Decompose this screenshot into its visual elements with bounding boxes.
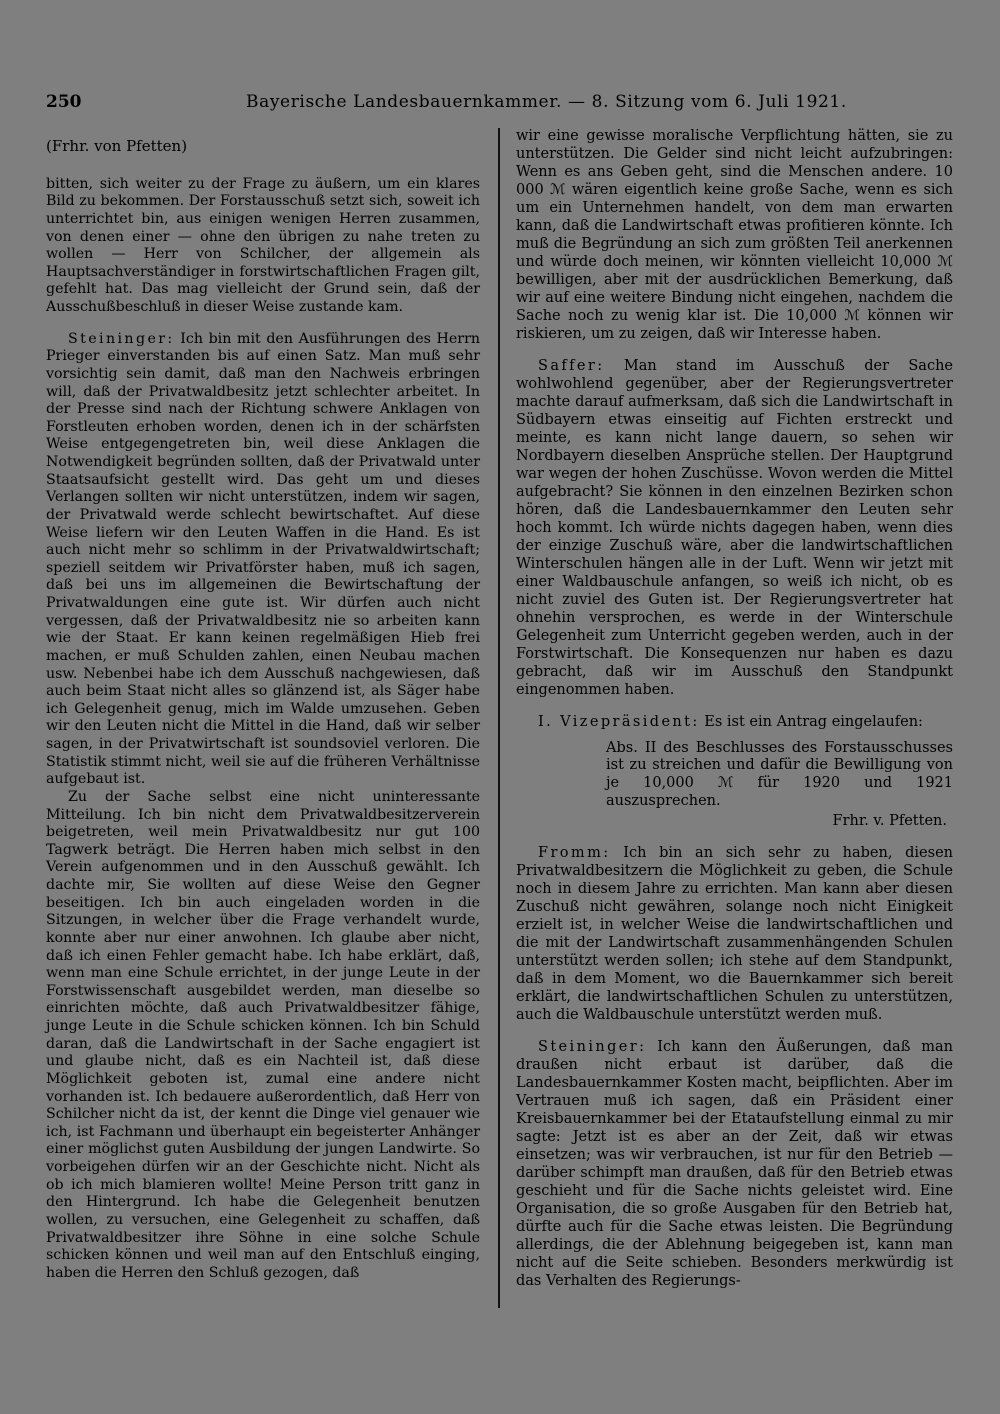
speaker-name: I. Vizepräsident: <box>538 713 700 730</box>
page-header <box>46 92 956 118</box>
paragraph: Zu der Sache selbst eine nicht uninteressante Mitteilung. Ich bin nicht dem Privatwaldbesitzerverein beigetreten, weil mein Privatwaldbesitz nur gut 100 Tagwerk beträgt. Die Herren haben mich selbst in den Verein aufgenommen und in den Ausschuß gewählt. Ich dachte mir, Sie wollten auf diese Weise den Gegner beseitigen. Ich bin auch eingeladen worden in die Sitzungen, in welcher über die Frage verhandelt wurde, konnte aber nur einer anwohnen. Ich glaube aber nicht, daß ich einen Fehler gemacht habe. Ich habe erklärt, daß, wenn man eine Schule errichtet, in der junge Leute in der Forstwissenschaft ausgebildet werden, man dieselbe so einrichten möchte, daß auch Privatwaldbesitzer fähige, junge Leute in die Schule schicken können. Ich bin Schuld daran, daß die Landwirtschaft in der Sache engagiert ist und glaube nicht, daß es ein Nachteil ist, daß diese Möglichkeit geboten ist, zumal eine andere nicht vorhanden ist. Ich bedauere außerordentlich, daß Herr von Schilcher nicht da ist, der kennt die Dinge viel genauer wie ich, ist Fachmann und überhaupt ein begeisterter Anhänger einer möglichst guten Ausbildung der jungen Landwirte. So vorbeigehen dürfen wir an der Geschichte nicht. Nicht als ob ich mich blamieren wollte! Meine Person tritt ganz in den Hintergrund. Ich habe die Gelegenheit benutzen wollen, zu versuchen, eine Gelegenheit zu schaffen, daß Privatwaldbesitzer ihre Söhne in eine solche Schule schicken können und weil man auf den Entschluß einging, haben die Herren den Schluß gezogen, daß <box>46 788 480 1281</box>
speech-text: Man stand im Ausschuß der Sache wohlwohlend gegenüber, aber der Regierungsvertreter machte darauf aufmerksam, daß sich die Landwirtschaft in Südbayern etwas einseitig auf Fichten erstreckt und meinte, es kann nicht lange dauern, so sehen wir Nordbayern dieselben Ansprüche stellen. Der Hauptgrund war wegen der hohen Zuschüsse. Wovon werden die Mittel aufgebracht? Sie können in den einzelnen Bezirken schon hören, daß die Landesbauernkammer den Leuten sehr hoch kommt. Ich würde nichts dagegen haben, wenn dies der einzige Zuschuß wäre, aber die landwirtschaftlichen Winterschulen hängen alle in der Luft. Wenn wir jetzt mit einer Waldbauschule anfangen, so weiß ich nicht, ob es nicht zuviel des Guten ist. Der Regierungsvertreter hat ohnehin versprochen, es werde in der Winterschule Gelegenheit zum Unterricht gegeben werden, auch in der Forstwirtschaft. Die Konsequenzen nur haben es dazu gebracht, daß wir im Ausschuß den Standpunkt eingenommen haben. <box>516 357 953 698</box>
speaker-name: Steininger: <box>68 330 175 347</box>
running-title: Bayerische Landesbauernkammer. — 8. Sitzung vom 6. Juli 1921. <box>246 92 847 112</box>
motion-signer: Frhr. v. Pfetten. <box>832 813 947 830</box>
motion-body: Abs. II des Beschlusses des Forstausschusses ist zu streichen und dafür die Bewilligung von je 10,000 ℳ für 1920 und 1921 auszusprechen. <box>606 739 953 810</box>
speech-text: Es ist ein Antrag eingelaufen: <box>704 713 923 730</box>
speaker-reference: (Frhr. von Pfetten) <box>46 137 188 155</box>
paragraph <box>516 1039 953 1291</box>
paragraph <box>516 358 953 700</box>
speaker-name: Steininger: <box>538 1039 647 1056</box>
speech-text: Ich bin an sich sehr zu haben, diesen Privatwaldbesitzern die Möglichkeit zu geben, die Schule noch in diesem Jahre zu errichten. Man kann aber diesen Zuschuß nicht gewähren, solange noch nicht Einigkeit erzielt ist, in welcher Weise die landwirtschaftlichen und die mit der Landwirtschaft zusammenhängenden Schulen unterstützt werden sollen; ich stehe auf dem Standpunkt, daß in dem Moment, wo die Bauernkammer sich bereit erklärt, die landwirtschaftlichen Schulen zu unterstützen, auch die Waldbauschule unterstützt werden muß. <box>516 845 953 1024</box>
left-column <box>46 128 480 1282</box>
paragraph: wir eine gewisse moralische Verpflichtung hätten, sie zu unterstützen. Die Gelder sind nicht leicht aufzubringen: Wenn es ans Geben geht, sind die Menschen andere. 10 000 ℳ wären eigentlich keine große Sache, wenn es sich um ein Unternehmen handelt, von dem man erwarten kann, daß die Landwirtschaft etwas profitieren könnte. Ich muß die Begründung an sich zum größten Teil anerkennen und würde doch meinen, wir könnten vielleicht 10,000 ℳ bewilligen, aber mit der ausdrücklichen Bemerkung, daß wir auf eine weitere Bindung nicht eingehen, nachdem die Sache noch zu wenig klar ist. Die 10,000 ℳ können wir riskieren, um zu zeigen, daß wir Interesse haben. <box>516 128 953 342</box>
speech-text: Ich bin mit den Ausführungen des Herrn Prieger einverstanden bis auf einen Satz. Man muß sehr vorsichtig sein damit, daß man den Nachweis erbringen will, daß der Privatwaldbesitz jetzt schlechter arbeitet. In der Presse sind nach der Richtung schwere Anklagen von Forstleuten erhoben worden, denen ich in der schärfsten Weise entgegengetreten bin, weil diese Anklagen die Notwendigkeit begründen sollten, daß der Privatwald unter Staatsaufsicht gestellt wird. Das geht um und dieses Verlangen sollten wir nicht unterstützen, indem wir sagen, der Privatwald werde schlecht bewirtschaftet. Auf diese Weise liefern wir den Leuten Waffen in die Hand. Es ist auch nicht mehr so schlimm in der Privatwaldwirtschaft; speziell seitdem wir Privatförster haben, muß ich sagen, daß bei uns im allgemeinen die Bewirtschaftung der Privatwaldungen eine gute ist. Wir dürfen auch nicht vergessen, daß der Privatwaldbesitz nie so arbeiten kann wie der Staat. Er kann keinen regelmäßigen Hieb frei machen, er muß Schulden zahlen, einen Neubau machen usw. Nebenbei habe ich dem Ausschuß nachgewiesen, daß auch beim Staat nicht alles so glänzend ist, als Säger habe ich Gelegenheit genug, mich im Walde umzusehen. Geben wir den Leuten nicht die Mittel in die Hand, daß wir selber sagen, in der Privatwirtschaft ist soundsoviel verloren. Die Statistik stimmt nicht, weil sie auf die früheren Verhältnisse aufgebaut ist. <box>46 330 480 788</box>
right-column <box>516 128 953 1291</box>
page-number: 250 <box>46 92 82 112</box>
column-divider <box>498 128 500 1308</box>
paragraph <box>516 845 953 1025</box>
speaker-name: Fromm: <box>538 845 611 862</box>
speech-text: Ich kann den Äußerungen, daß man draußen nicht erbaut ist darüber, daß die Landesbauernkammer Kosten macht, beipflichten. Aber im Vertrauen muß ich sagen, daß ein Präsident einer Kreisbauernkammer bei der Etataufstellung einmal zu mir sagte: Jetzt ist es aber an der Zeit, daß wir etwas einsetzen; was wir verbrauchen, ist nur für den Betrieb — darüber schimpft man draußen, daß für den Betrieb etwas geschieht und für die Sache nichts geleistet wird. Eine Organisation, die so große Ausgaben für den Betrieb hat, dürfte auch für die Sache etwas leisten. Die Begründung allerdings, die der Ablehnung beigegeben ist, kann man nicht auf die Seite schieben. Besonders merkwürdig ist das Verhalten des Regierungs- <box>516 1039 954 1290</box>
paragraph <box>516 714 953 732</box>
paragraph: bitten, sich weiter zu der Frage zu äußern, um ein klares Bild zu bekommen. Der Forstausschuß setzt sich, soweit ich unterrichtet bin, aus einigen wenigen Herren zusammen, von denen einer — ohne den übrigen zu nahe treten zu wollen — Herr von Schilcher, der allgemein als Hauptsachverständiger in forstwirtschaftlichen Fragen gilt, gefehlt hat. Das mag vielleicht der Grund sein, daß der Ausschußbeschluß in dieser Weise zustande kam. <box>46 175 480 315</box>
motion-text <box>516 740 953 832</box>
speaker-name: Saffer: <box>538 357 605 374</box>
paragraph <box>46 331 480 789</box>
